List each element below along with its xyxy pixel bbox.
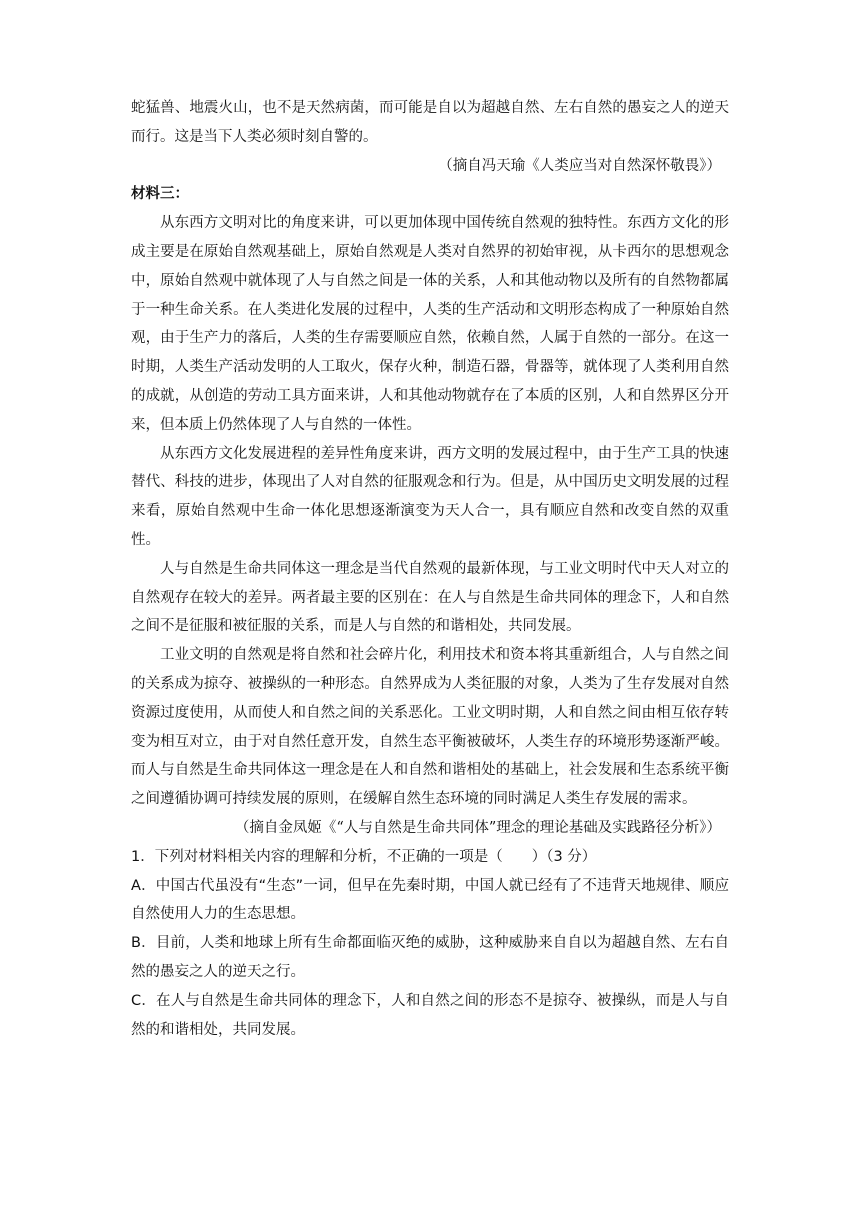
material3-paragraph-3: 人与自然是生命共同体这一理念是当代自然观的最新体现，与工业文明时代中天人对立的自然观存在较大的差异。两者最主要的区别在：在人与自然是生命共同体的理念下，人和自然之间不是征服和被征服的关系，而是人与自然的和谐相处，共同发展。 xyxy=(131,560,729,635)
material3-heading: 材料三： xyxy=(131,186,189,203)
document-body xyxy=(131,94,729,1044)
question-1-stem: 1．下列对材料相关内容的理解和分析，不正确的一项是（ ）（3 分） xyxy=(131,848,597,865)
material3-paragraph-1: 从东西方文明对比的角度来讲，可以更加体现中国传统自然观的独特性。东西方文化的形成主要是在原始自然观基础上，原始自然观是人类对自然界的初始审视，从卡西尔的思想观念中，原始自然观中就体现了人与自然之间是一体的关系，人和其他动物以及所有的自然物都属于一种生命关系。在人类进化发展的过程中，人类的生产活动和文明形态构成了一种原始自然观，由于生产力的落后，人类的生存需要顺应自然，依赖自然，人属于自然的一部分。在这一时期，人类生产活动发明的人工取火，保存火种，制造石器，骨器等，就体现了人类利用自然的成就，从创造的劳动工具方面来讲，人和其他动物就存在了本质的区别，人和自然界区分开来，但本质上仍然体现了人与自然的一体性。 xyxy=(131,215,729,433)
material3-source: （摘自金凤姬《“人与自然是生命共同体”理念的理论基础及实践路径分析》） xyxy=(234,819,721,836)
material3-paragraph-2: 从东西方文化发展进程的差异性角度来讲，西方文明的发展过程中，由于生产工具的快速替代、科技的进步，体现出了人对自然的征服观念和行为。但是，从中国历史文明发展的过程来看，原始自然观中生命一体化思想逐渐演变为天人合一，具有顺应自然和改变自然的双重性。 xyxy=(131,445,729,548)
material3-paragraph-4: 工业文明的自然观是将自然和社会碎片化，利用技术和资本将其重新组合，人与自然之间的关系成为掠夺、被操纵的一种形态。自然界成为人类征服的对象，人类为了生存发展对自然资源过度使用，从而使人和自然之间的关系恶化。工业文明时期，人和自然之间由相互依存转变为相互对立，由于对自然任意开发，自然生态平衡被破坏，人类生存的环境形势逐渐严峻。而人与自然是生命共同体这一理念是在人和自然和谐相处的基础上，社会发展和生态系统平衡之间遵循协调可持续发展的原则，在缓解自然生态环境的同时满足人类生存发展的需求。 xyxy=(131,647,729,808)
question-1-option-b: B．目前，人类和地球上所有生命都面临灭绝的威胁，这种威胁来自自以为超越自然、左右自然的愚妄之人的逆天之行。 xyxy=(131,935,729,980)
material2-source: （摘自冯天瑜《人类应当对自然深怀敬畏》） xyxy=(438,157,721,174)
material2-tail-paragraph: 蛇猛兽、地震火山，也不是天然病菌，而可能是自以为超越自然、左右自然的愚妄之人的逆天而行。这是当下人类必须时刻自警的。 xyxy=(131,100,729,145)
question-1-option-a: A．中国古代虽没有“生态”一词，但早在先秦时期，中国人就已经有了不违背天地规律、顺应自然使用人力的生态思想。 xyxy=(131,877,729,923)
question-1-option-c: C．在人与自然是生命共同体的理念下，人和自然之间的形态不是掠夺、被操纵，而是人与自然的和谐相处，共同发展。 xyxy=(131,992,729,1038)
